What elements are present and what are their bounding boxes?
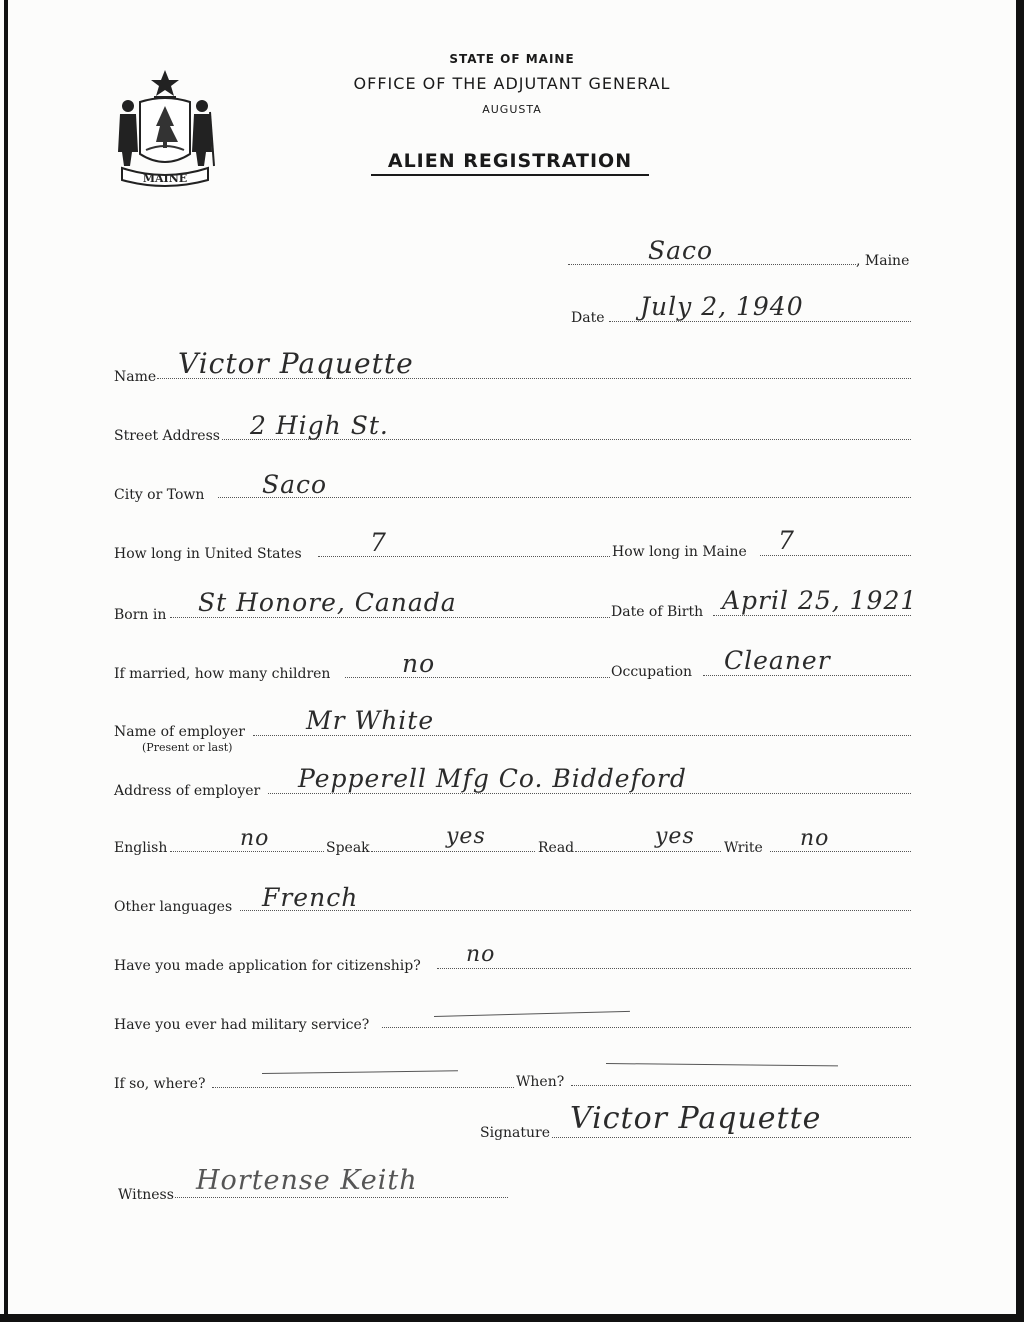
- citizenship-label: Have you made application for citizenship?: [114, 958, 421, 974]
- name-value: Victor Paquette: [178, 347, 414, 380]
- occupation-value: Cleaner: [724, 646, 831, 675]
- read-value: yes: [655, 824, 695, 849]
- how-long-us-line: [318, 556, 610, 557]
- employer-name-label: Name of employer: [114, 724, 245, 740]
- speak-value: yes: [446, 824, 486, 849]
- citizenship-line: [437, 968, 911, 969]
- born-in-label: Born in: [114, 607, 167, 623]
- witness-line: [175, 1197, 508, 1198]
- street-value: 2 High St.: [250, 411, 389, 440]
- english-label: English: [114, 840, 168, 856]
- witness-label: Witness: [118, 1187, 174, 1203]
- scan-border-left: [4, 0, 8, 1322]
- write-value: no: [800, 826, 830, 851]
- date-of-birth-value: April 25, 1921: [722, 586, 918, 615]
- street-label: Street Address: [114, 428, 220, 444]
- write-line: [770, 851, 911, 852]
- military-label: Have you ever had military service?: [114, 1017, 370, 1033]
- city-value: Saco: [262, 470, 328, 499]
- other-languages-label: Other languages: [114, 899, 233, 915]
- employer-address-value: Pepperell Mfg Co. Biddeford: [298, 764, 687, 793]
- how-long-maine-label: How long in Maine: [612, 544, 747, 560]
- english-value: no: [240, 826, 270, 851]
- maine-label: , Maine: [856, 253, 910, 269]
- scan-border-bottom: [0, 1314, 1024, 1322]
- signature-line: [552, 1137, 911, 1138]
- employer-address-label: Address of employer: [114, 783, 261, 799]
- if-so-where-label: If so, where?: [114, 1076, 206, 1092]
- read-label: Read: [538, 840, 575, 856]
- how-long-us-label: How long in United States: [114, 546, 302, 562]
- military-dash-mark: [434, 1011, 630, 1017]
- city-label: City or Town: [114, 487, 205, 503]
- write-label: Write: [724, 840, 763, 856]
- form-title: ALIEN REGISTRATION: [371, 150, 649, 176]
- town-value: Saco: [648, 236, 714, 265]
- born-in-value: St Honore, Canada: [198, 588, 457, 617]
- when-dash-mark: [606, 1063, 838, 1066]
- svg-text:MAINE: MAINE: [142, 172, 188, 185]
- occupation-label: Occupation: [611, 664, 693, 680]
- married-children-line: [345, 677, 610, 678]
- how-long-maine-value: 7: [778, 526, 795, 555]
- where-dash-mark: [262, 1070, 458, 1074]
- date-of-birth-label: Date of Birth: [611, 604, 704, 620]
- state-heading: STATE OF MAINE: [449, 52, 575, 66]
- date-label: Date: [571, 310, 605, 326]
- if-so-where-line: [212, 1087, 514, 1088]
- witness-value: Hortense Keith: [196, 1165, 418, 1196]
- military-line: [382, 1027, 911, 1028]
- how-long-us-value: 7: [370, 528, 387, 557]
- read-line: [575, 851, 721, 852]
- married-children-label: If married, how many children: [114, 666, 331, 682]
- other-languages-value: French: [262, 883, 359, 912]
- when-label: When?: [516, 1074, 565, 1090]
- scan-border-right: [1016, 0, 1024, 1322]
- city-heading: AUGUSTA: [482, 103, 542, 116]
- signature-value: Victor Paquette: [570, 1101, 822, 1136]
- citizenship-value: no: [466, 942, 496, 967]
- speak-label: Speak: [326, 840, 370, 856]
- employer-name-value: Mr White: [306, 706, 435, 735]
- when-line: [571, 1085, 911, 1086]
- date-value: July 2, 1940: [640, 292, 804, 321]
- signature-label: Signature: [480, 1125, 551, 1141]
- married-children-value: no: [402, 649, 436, 678]
- name-label: Name: [114, 369, 157, 385]
- employer-name-note: (Present or last): [142, 741, 233, 754]
- office-heading: OFFICE OF THE ADJUTANT GENERAL: [353, 74, 671, 93]
